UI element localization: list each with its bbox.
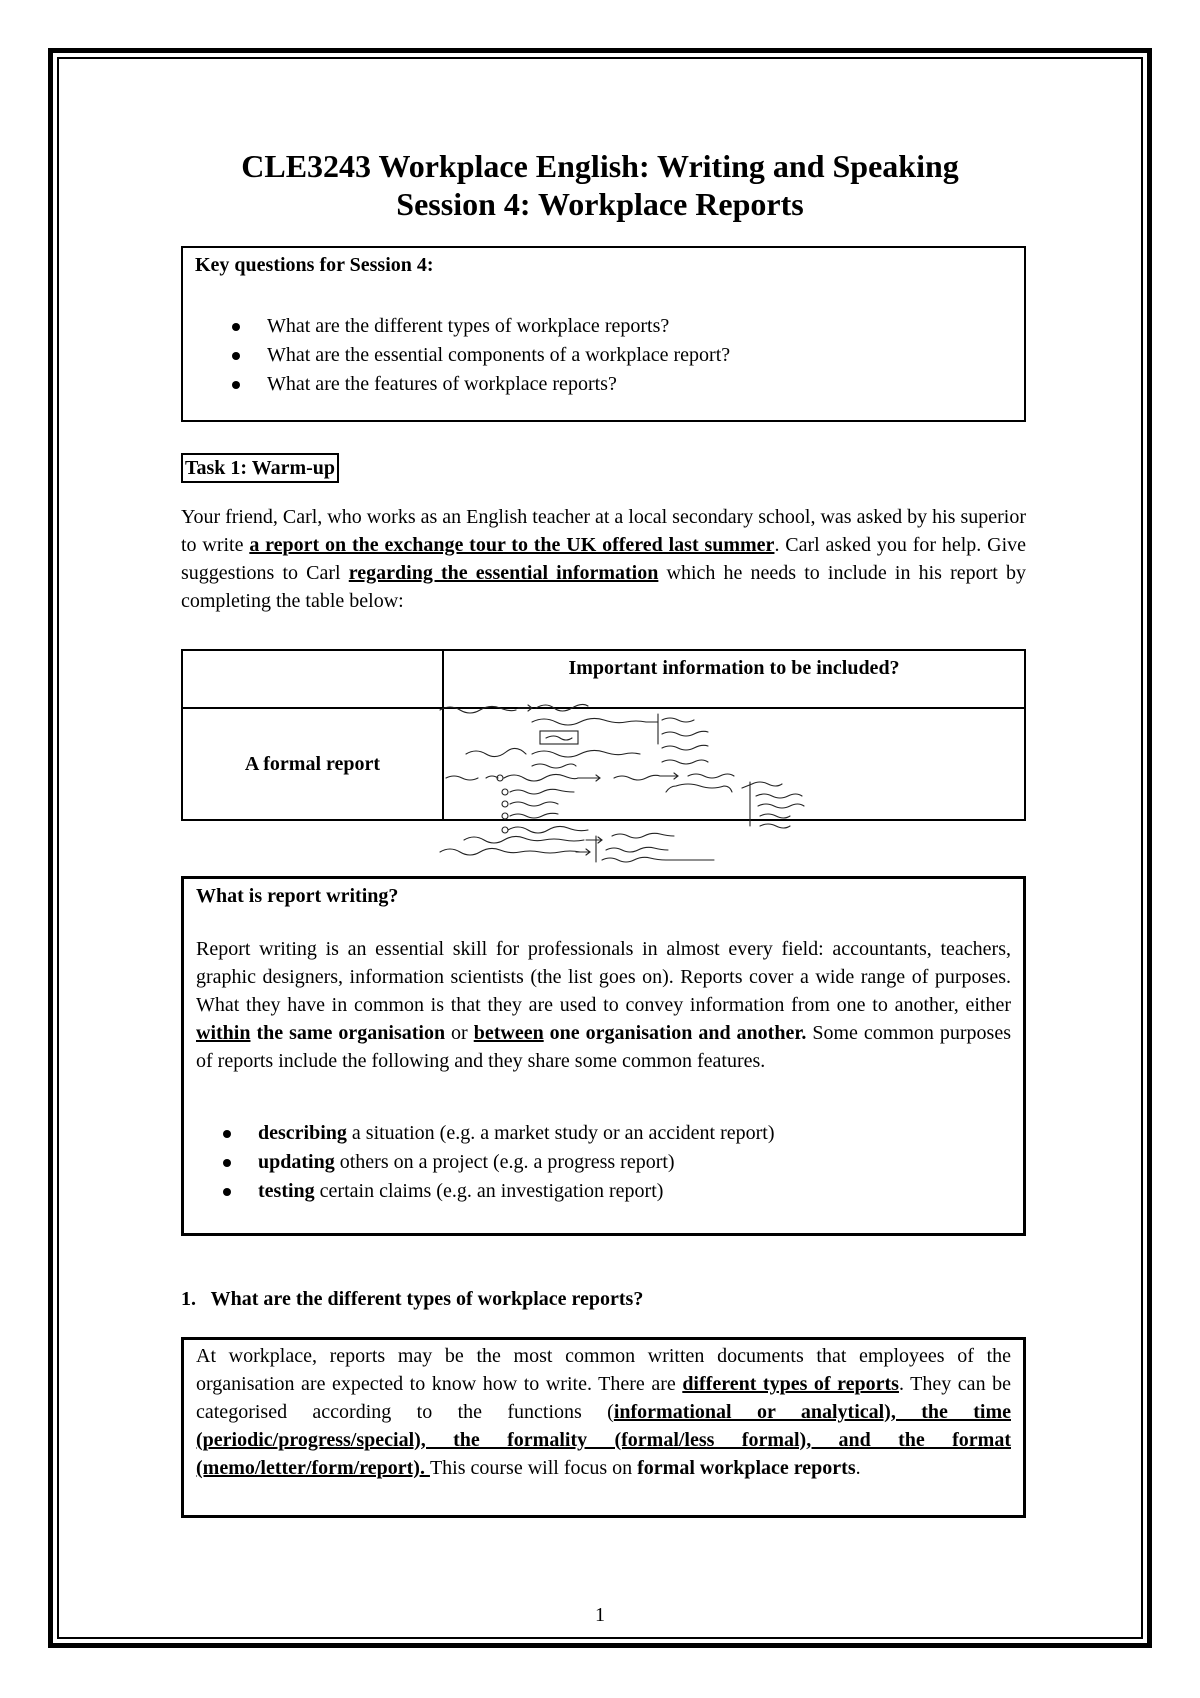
bullet-icon (232, 323, 240, 331)
task1-paragraph: Your friend, Carl, who works as an English teacher at a local secondary school, was asked by his superior to write a report on the exchange tour to the UK offered last summer. Carl asked you for help. Give suggestions to Carl regarding the essential information which he needs to include in his report by completing the table below: (181, 506, 1026, 612)
bullet-icon (232, 381, 240, 389)
key-questions-list (183, 312, 1024, 399)
purposes-list (174, 1119, 1013, 1206)
key-questions-heading: Key questions for Session 4: (195, 254, 434, 276)
list-item: What are the essential components of a workplace report? (183, 341, 1024, 370)
section1-heading: 1. What are the different types of workplace reports? (181, 1288, 644, 1310)
report-writing-heading: What is report writing? (196, 885, 399, 907)
section1-box (181, 1337, 1026, 1518)
key-questions-box (181, 246, 1026, 422)
table-corner-cell (182, 650, 443, 708)
report-writing-paragraph: Report writing is an essential skill for professionals in almost every field: accountants, teachers, graphic designers, information scientists (the list goes on). Reports cover a wide range of purposes. What they have in common is that they are used to convey information from one to another, either within the same organisation or between one organisation and another. Some common purposes of reports include the following and they share some common features. (196, 938, 1011, 1072)
table-row-label: A formal report (182, 708, 443, 820)
bullet-icon (223, 1130, 231, 1138)
handwritten-notes (436, 700, 856, 870)
list-item: What are the different types of workplace reports? (183, 312, 1024, 341)
bullet-icon (223, 1159, 231, 1167)
bullet-icon (223, 1188, 231, 1196)
list-item: updating others on a project (e.g. a progress report) (174, 1148, 1013, 1177)
session-title: Session 4: Workplace Reports (396, 186, 804, 222)
task1-heading: Task 1: Warm-up (181, 453, 339, 483)
page-number: 1 (595, 1604, 605, 1626)
document-title: CLE3243 Workplace English: Writing and Speaking (241, 148, 959, 184)
report-writing-box (181, 876, 1026, 1236)
list-item: describing a situation (e.g. a market study or an accident report) (174, 1119, 1013, 1148)
table-header-cell: Important information to be included? (443, 650, 1025, 708)
list-item: testing certain claims (e.g. an investigation report) (174, 1177, 1013, 1206)
section1-paragraph: At workplace, reports may be the most common written documents that employees of the organisation are expected to know how to write. There are different types of reports. They can be categorised according to the functions (informational or analytical), the time (periodic/progress/special), the formality (formal/less formal), and the format (memo/letter/form/report). This course will focus on formal workplace reports. (196, 1345, 1011, 1479)
bullet-icon (232, 352, 240, 360)
list-item: What are the features of workplace reports? (183, 370, 1024, 399)
